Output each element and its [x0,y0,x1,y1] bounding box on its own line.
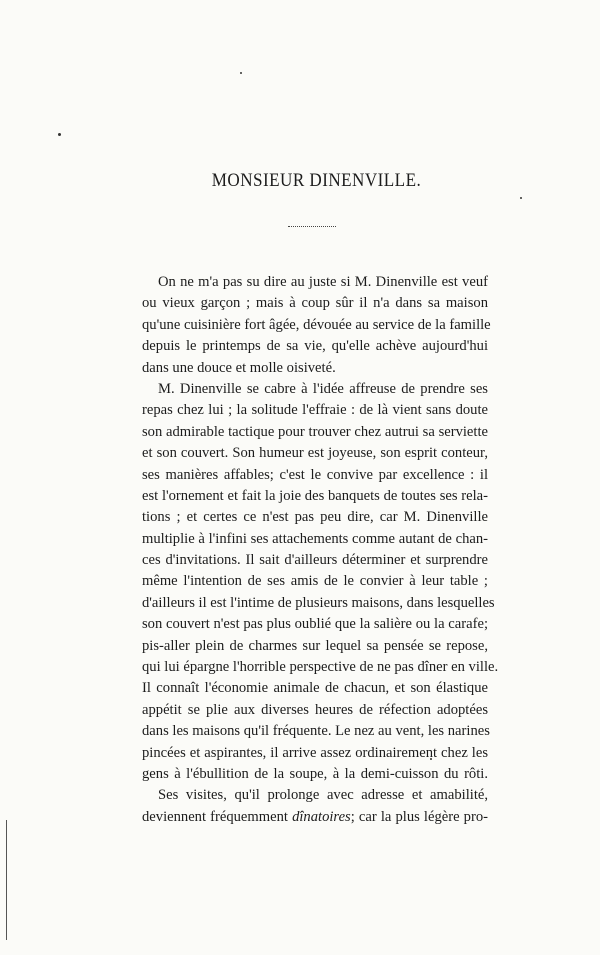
text-line: son admirable tactique pour trouver chez autrui sa serviette [142,423,488,440]
italic-word: dînatoires [292,808,351,825]
text-line: est l'ornement et fait la joie des banquets de toutes ses rela- [142,487,488,504]
text-segment: deviennent fréquemment [142,808,288,825]
text-line: dans les maisons qu'il fréquente. Le nez au vent, les narines [142,723,490,740]
text-line: gens à l'ébullition de la soupe, à la demi-cuisson du rôti. [142,765,488,782]
text-segment: ; car la plus légère pro- [350,808,488,825]
text-line: repas chez lui ; la solitude l'effraie : de là vient sans doute [142,402,488,419]
text-line: M. Dinenville se cabre à l'idée affreuse de prendre ses [158,380,488,397]
text-line: appétit se plie aux diverses heures de réfection adoptées [142,701,488,718]
binding-edge-line [6,820,7,940]
chapter-title: MONSIEUR DINENVILLE. [211,170,422,191]
text-line: ou vieux garçon ; mais à coup sûr il n'a dans sa maison [142,295,488,312]
text-line: depuis le printemps de sa vie, qu'elle achève aujourd'hui [142,338,488,355]
text-line: tions ; et certes ce n'est pas peu dire, car M. Dinenville [142,509,488,526]
text-line: son couvert n'est pas plus oublié que la salière ou la carafe; [142,616,488,633]
text-line: et son couvert. Son humeur est joyeuse, son esprit conteur, [142,445,488,462]
text-line: même l'intention de ses amis de le convier à leur table ; [142,573,488,590]
text-line: On ne m'a pas su dire au juste si M. Dinenville est veuf [158,274,488,290]
text-line: multiplie à l'infini ses attachements comme autant de chan- [142,530,488,547]
text-line: qu'une cuisinière fort âgée, dévouée au service de la famille [142,316,491,333]
text-line: qui lui épargne l'horrible perspective de ne pas dîner en ville. [142,659,499,676]
ink-speck [520,197,522,199]
body-text [142,272,499,828]
text-line: Ses visites, qu'il prolonge avec adresse et amabilité, [158,787,488,804]
text-line: Il connaît l'économie animale de chacun, et son élastique [142,680,488,697]
text-line: d'ailleurs il est l'intime de plusieurs maisons, dans lesquelles [142,594,495,611]
text-line: pis-aller plein de charmes sur lequel sa pensée se repose, [142,637,488,654]
ink-speck [240,72,242,74]
text-line [142,807,488,828]
text-line: ces d'invitations. Il sait d'ailleurs déterminer et surprendre [142,552,488,569]
text-line: dans une douce et molle oisiveté. [142,359,336,376]
text-line: pincées et aspirantes, il arrive assez ordinairement chez les [142,744,488,761]
ink-speck [58,133,61,136]
title-separator [288,226,336,227]
text-line: ses manières affables; c'est le convive par excellence : il [142,466,488,483]
